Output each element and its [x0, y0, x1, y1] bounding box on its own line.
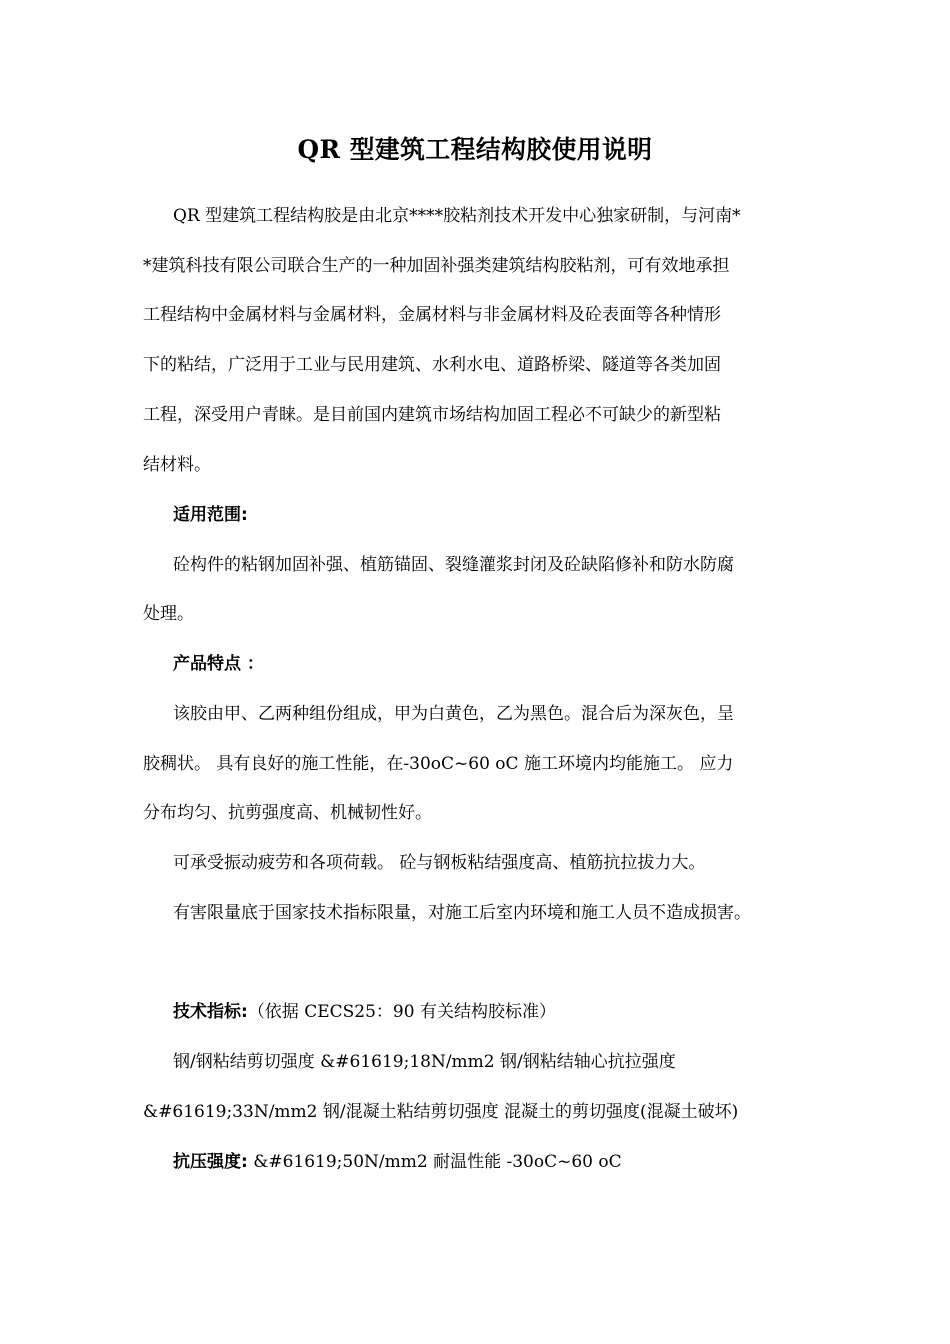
intro-line-4: 下的粘结，广泛用于工业与民用建筑、水利水电、道路桥梁、隧道等各类加固	[143, 355, 721, 375]
features-line-2: 胶稠状。 具有良好的施工性能，在-30oC~60 oC 施工环境内均能施工。 应力	[143, 754, 734, 774]
features-line-1: 该胶由甲、乙两种组份组成，甲为白黄色，乙为黑色。混合后为深灰色，呈	[173, 704, 734, 724]
tech-line-1: 钢/钢粘结剪切强度 &#61619;18N/mm2 钢/钢粘结轴心抗拉强度	[173, 1052, 676, 1072]
tech-line	[173, 1000, 556, 1024]
scope-line-2: 处理。	[143, 604, 194, 624]
compress-text: &#61619;50N/mm2 耐温性能 -30oC~60 oC	[247, 1152, 622, 1172]
document-title: QR 型建筑工程结构胶使用说明	[297, 135, 653, 164]
features-line-4: 可承受振动疲劳和各项荷载。 砼与钢板粘结强度高、植筋抗拉拔力大。	[173, 853, 706, 873]
compress-line	[173, 1150, 622, 1174]
scope-heading: 适用范围:	[173, 505, 248, 525]
intro-line-2: *建筑科技有限公司联合生产的一种加固补强类建筑结构胶粘剂，可有效地承担	[143, 256, 730, 276]
intro-line-1: QR 型建筑工程结构胶是由北京****胶粘剂技术开发中心独家研制，与河南*	[173, 206, 741, 226]
compress-heading: 抗压强度:	[173, 1152, 248, 1172]
features-heading: 产品特点 ：	[173, 654, 264, 674]
tech-heading: 技术指标:	[173, 1002, 248, 1022]
intro-line-3: 工程结构中金属材料与金属材料，金属材料与非金属材料及砼表面等各种情形	[143, 305, 721, 325]
tech-line-2: &#61619;33N/mm2 钢/混凝土粘结剪切强度 混凝土的剪切强度(混凝土破坏)	[143, 1102, 739, 1122]
intro-line-6: 结材料。	[143, 455, 211, 475]
scope-line-1: 砼构件的粘钢加固补强、植筋锚固、裂缝灌浆封闭及砼缺陷修补和防水防腐	[173, 555, 734, 575]
features-line-3: 分布均匀、抗剪强度高、机械韧性好。	[143, 803, 432, 823]
tech-basis: （依据 CECS25：90 有关结构胶标准）	[247, 1002, 556, 1022]
intro-line-5: 工程，深受用户青睐。是目前国内建筑市场结构加固工程必不可缺少的新型粘	[143, 405, 721, 425]
features-line-5: 有害限量底于国家技术指标限量，对施工后室内环境和施工人员不造成损害。	[173, 903, 751, 923]
